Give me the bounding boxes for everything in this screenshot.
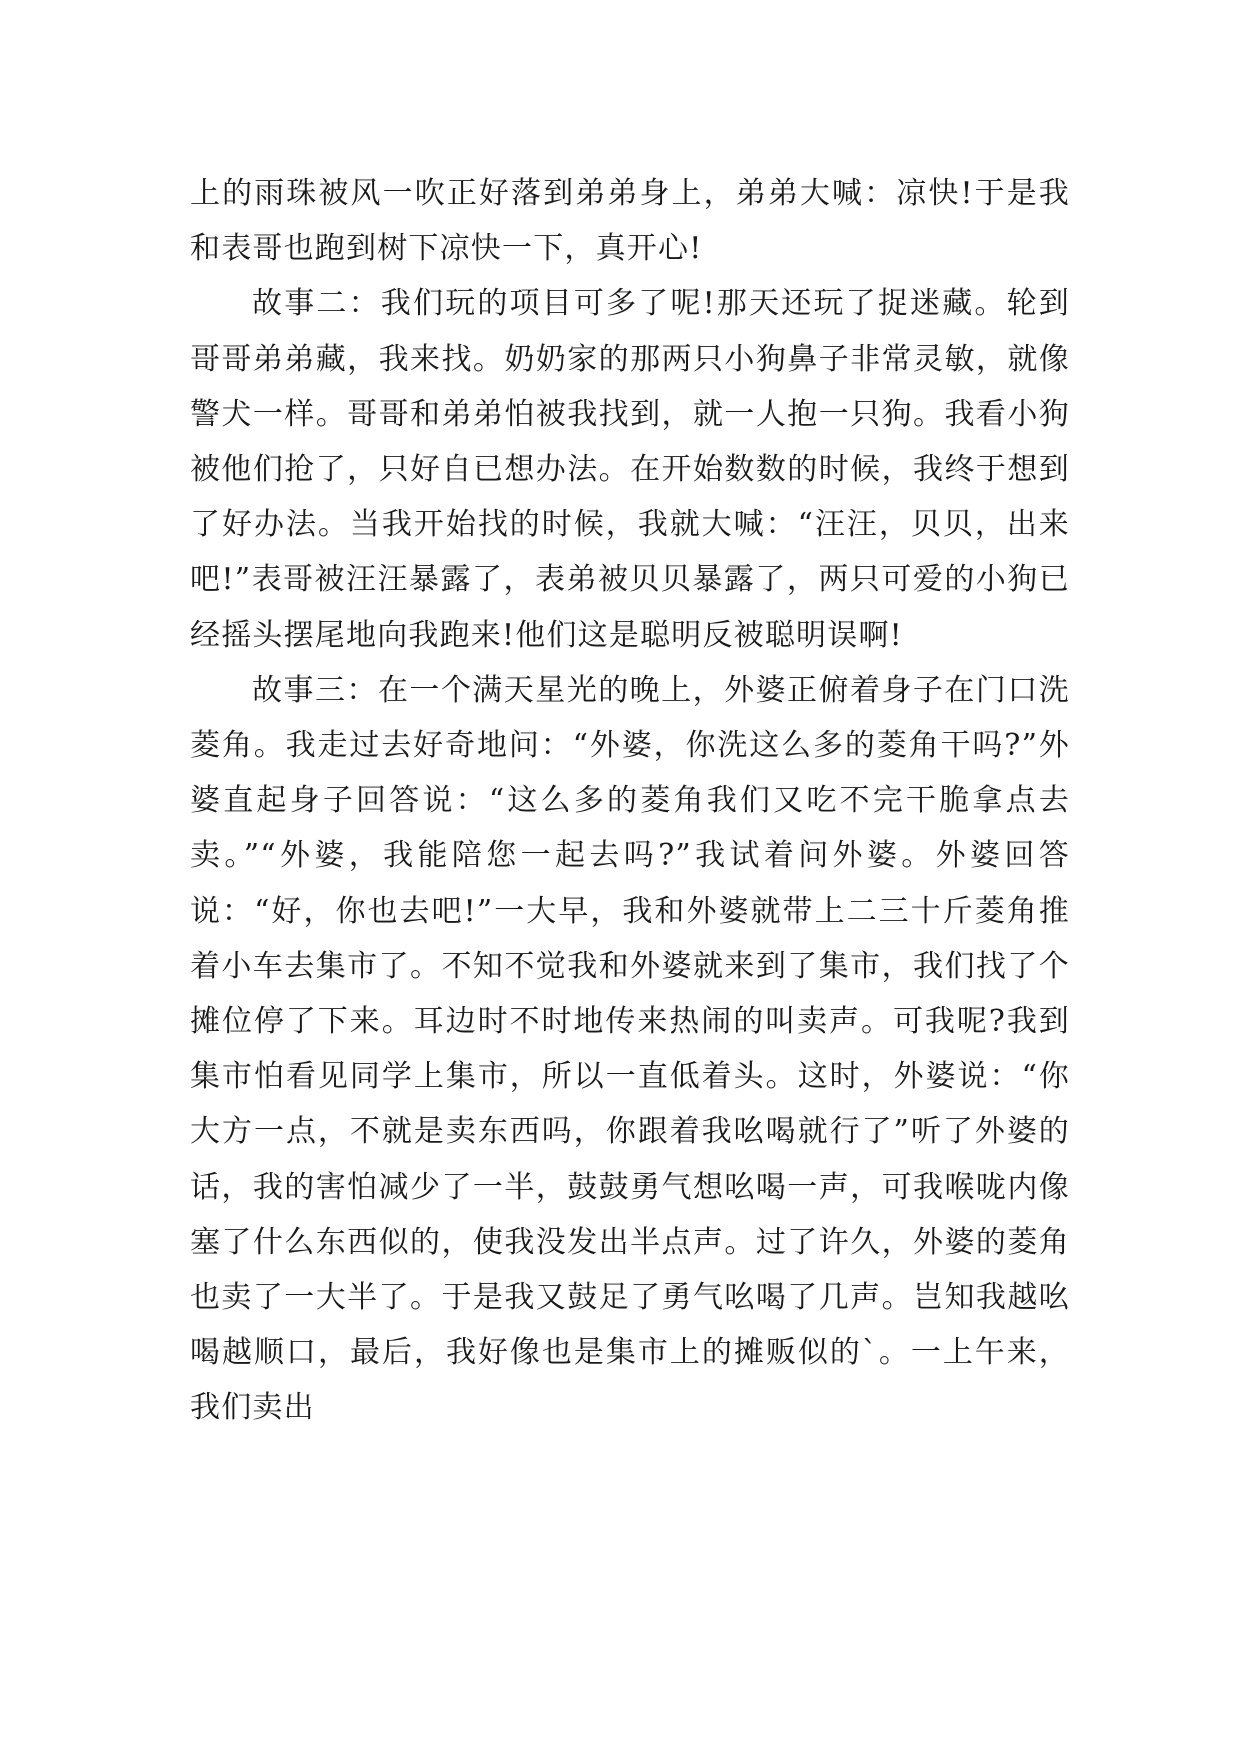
paragraph-story-three: 故事三：在一个满天星光的晚上，外婆正俯着身子在门口洗菱角。我走过去好奇地问：“外婆，你洗这么多的菱角干吗?”外婆直起身子回答说：“这么多的菱角我们又吃不完干脆拿点去卖。”“外婆，我能陪您一起去吗?”我试着问外婆。外婆回答说：“好，你也去吧!”一大早，我和外婆就带上二三十斤菱角推着小车去集市了。不知不觉我和外婆就来到了集市，我们找了个摊位停了下来。耳边时不时地传来热闹的叫卖声。可我呢?我到集市怕看见同学上集市，所以一直低着头。这时，外婆说：“你大方一点，不就是卖东西吗，你跟着我吆喝就行了”听了外婆的话，我的害怕减少了一半，鼓鼓勇气想吆喝一声，可我喉咙内像塞了什么东西似的，使我没发出半点声。过了许久，外婆的菱角也卖了一大半了。于是我又鼓足了勇气吆喝了几声。岂知我越吆喝越顺口，最后，我好像也是集市上的摊贩似的`。一上午来，我们卖出 [190,672,1070,1426]
paragraph-continuation: 上的雨珠被风一吹正好落到弟弟身上，弟弟大喊：凉快!于是我和表哥也跑到树下凉快一下，真开心! [190,176,1070,267]
document-body [190,166,1070,1436]
paragraph-story-two: 故事二：我们玩的项目可多了呢!那天还玩了捉迷藏。轮到哥哥弟弟藏，我来找。奶奶家的那两只小狗鼻子非常灵敏，就像警犬一样。哥哥和弟弟怕被我找到，就一人抱一只狗。我看小狗被他们抢了，只好自已想办法。在开始数数的时候，我终于想到了好办法。当我开始找的时候，我就大喊：“汪汪，贝贝，出来吧!”表哥被汪汪暴露了，表弟被贝贝暴露了，两只可爱的小狗已经摇头摆尾地向我跑来!他们这是聪明反被聪明误啊! [190,286,1070,653]
